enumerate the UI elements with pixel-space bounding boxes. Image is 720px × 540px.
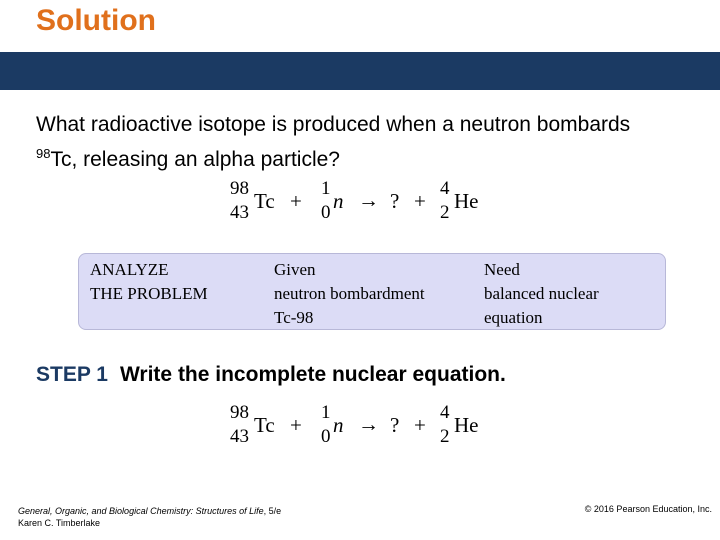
analyze-heading-line1: ANALYZE — [90, 260, 169, 279]
helium-mass-number: 4 — [440, 402, 450, 423]
tc-symbol: Tc — [254, 189, 275, 213]
given-label: Given — [274, 260, 316, 279]
step-1-label: STEP 1 — [36, 363, 108, 386]
plus-sign: + — [414, 413, 426, 437]
helium-mass-number: 4 — [440, 178, 450, 199]
reaction-arrow: → — [358, 412, 379, 436]
need-line1: balanced nuclear — [484, 284, 599, 303]
plus-sign: + — [414, 189, 426, 213]
neutron-symbol: n — [333, 413, 344, 437]
footer-copyright: © 2016 Pearson Education, Inc. — [584, 504, 712, 514]
footer-citation — [18, 505, 281, 529]
tc-symbol: Tc — [254, 413, 275, 437]
need-label: Need — [484, 260, 520, 279]
tc-atomic-number: 43 — [230, 202, 249, 223]
given-line1: neutron bombardment — [274, 284, 425, 303]
tc-atomic-number: 43 — [230, 426, 249, 447]
tc-mass-number: 98 — [230, 402, 249, 423]
helium-atomic-number: 2 — [440, 202, 450, 223]
question-before: What radioactive isotope is produced when a neutron bombards — [36, 113, 631, 136]
unknown-product: ? — [390, 189, 400, 213]
nuclear-equation-bottom — [228, 402, 498, 454]
neutron-mass-number: 1 — [321, 178, 331, 199]
step-1-text: Write the incomplete nuclear equation. — [119, 363, 506, 386]
helium-atomic-number: 2 — [440, 426, 450, 447]
slide-title: Solution — [36, 4, 156, 37]
helium-symbol: He — [454, 413, 479, 437]
nuclear-equation-top — [228, 178, 498, 230]
step-1-heading — [36, 363, 506, 387]
footer-edition: , 5/e — [263, 506, 282, 516]
neutron-atomic-number: 0 — [321, 202, 331, 223]
header-band — [0, 52, 720, 90]
footer-book-title: General, Organic, and Biological Chemistry: Structures of Life — [18, 506, 264, 516]
tc-mass-number: 98 — [230, 178, 249, 199]
footer-author: Karen C. Timberlake — [18, 518, 101, 528]
need-column — [484, 258, 599, 330]
helium-symbol: He — [454, 189, 479, 213]
question-text — [36, 110, 676, 174]
question-mass-number: 98 — [36, 146, 51, 161]
given-column — [274, 258, 425, 330]
unknown-product: ? — [390, 413, 400, 437]
reaction-arrow: → — [358, 188, 379, 212]
given-line2: Tc-98 — [274, 308, 314, 327]
plus-sign: + — [290, 413, 302, 437]
neutron-atomic-number: 0 — [321, 426, 331, 447]
plus-sign: + — [290, 189, 302, 213]
neutron-symbol: n — [333, 189, 344, 213]
analyze-heading — [90, 258, 208, 306]
question-after: Tc, releasing an alpha particle? — [50, 148, 340, 171]
analyze-heading-line2: THE PROBLEM — [90, 284, 208, 303]
analyze-problem-box — [78, 253, 666, 330]
need-line2: equation — [484, 308, 543, 327]
neutron-mass-number: 1 — [321, 402, 331, 423]
